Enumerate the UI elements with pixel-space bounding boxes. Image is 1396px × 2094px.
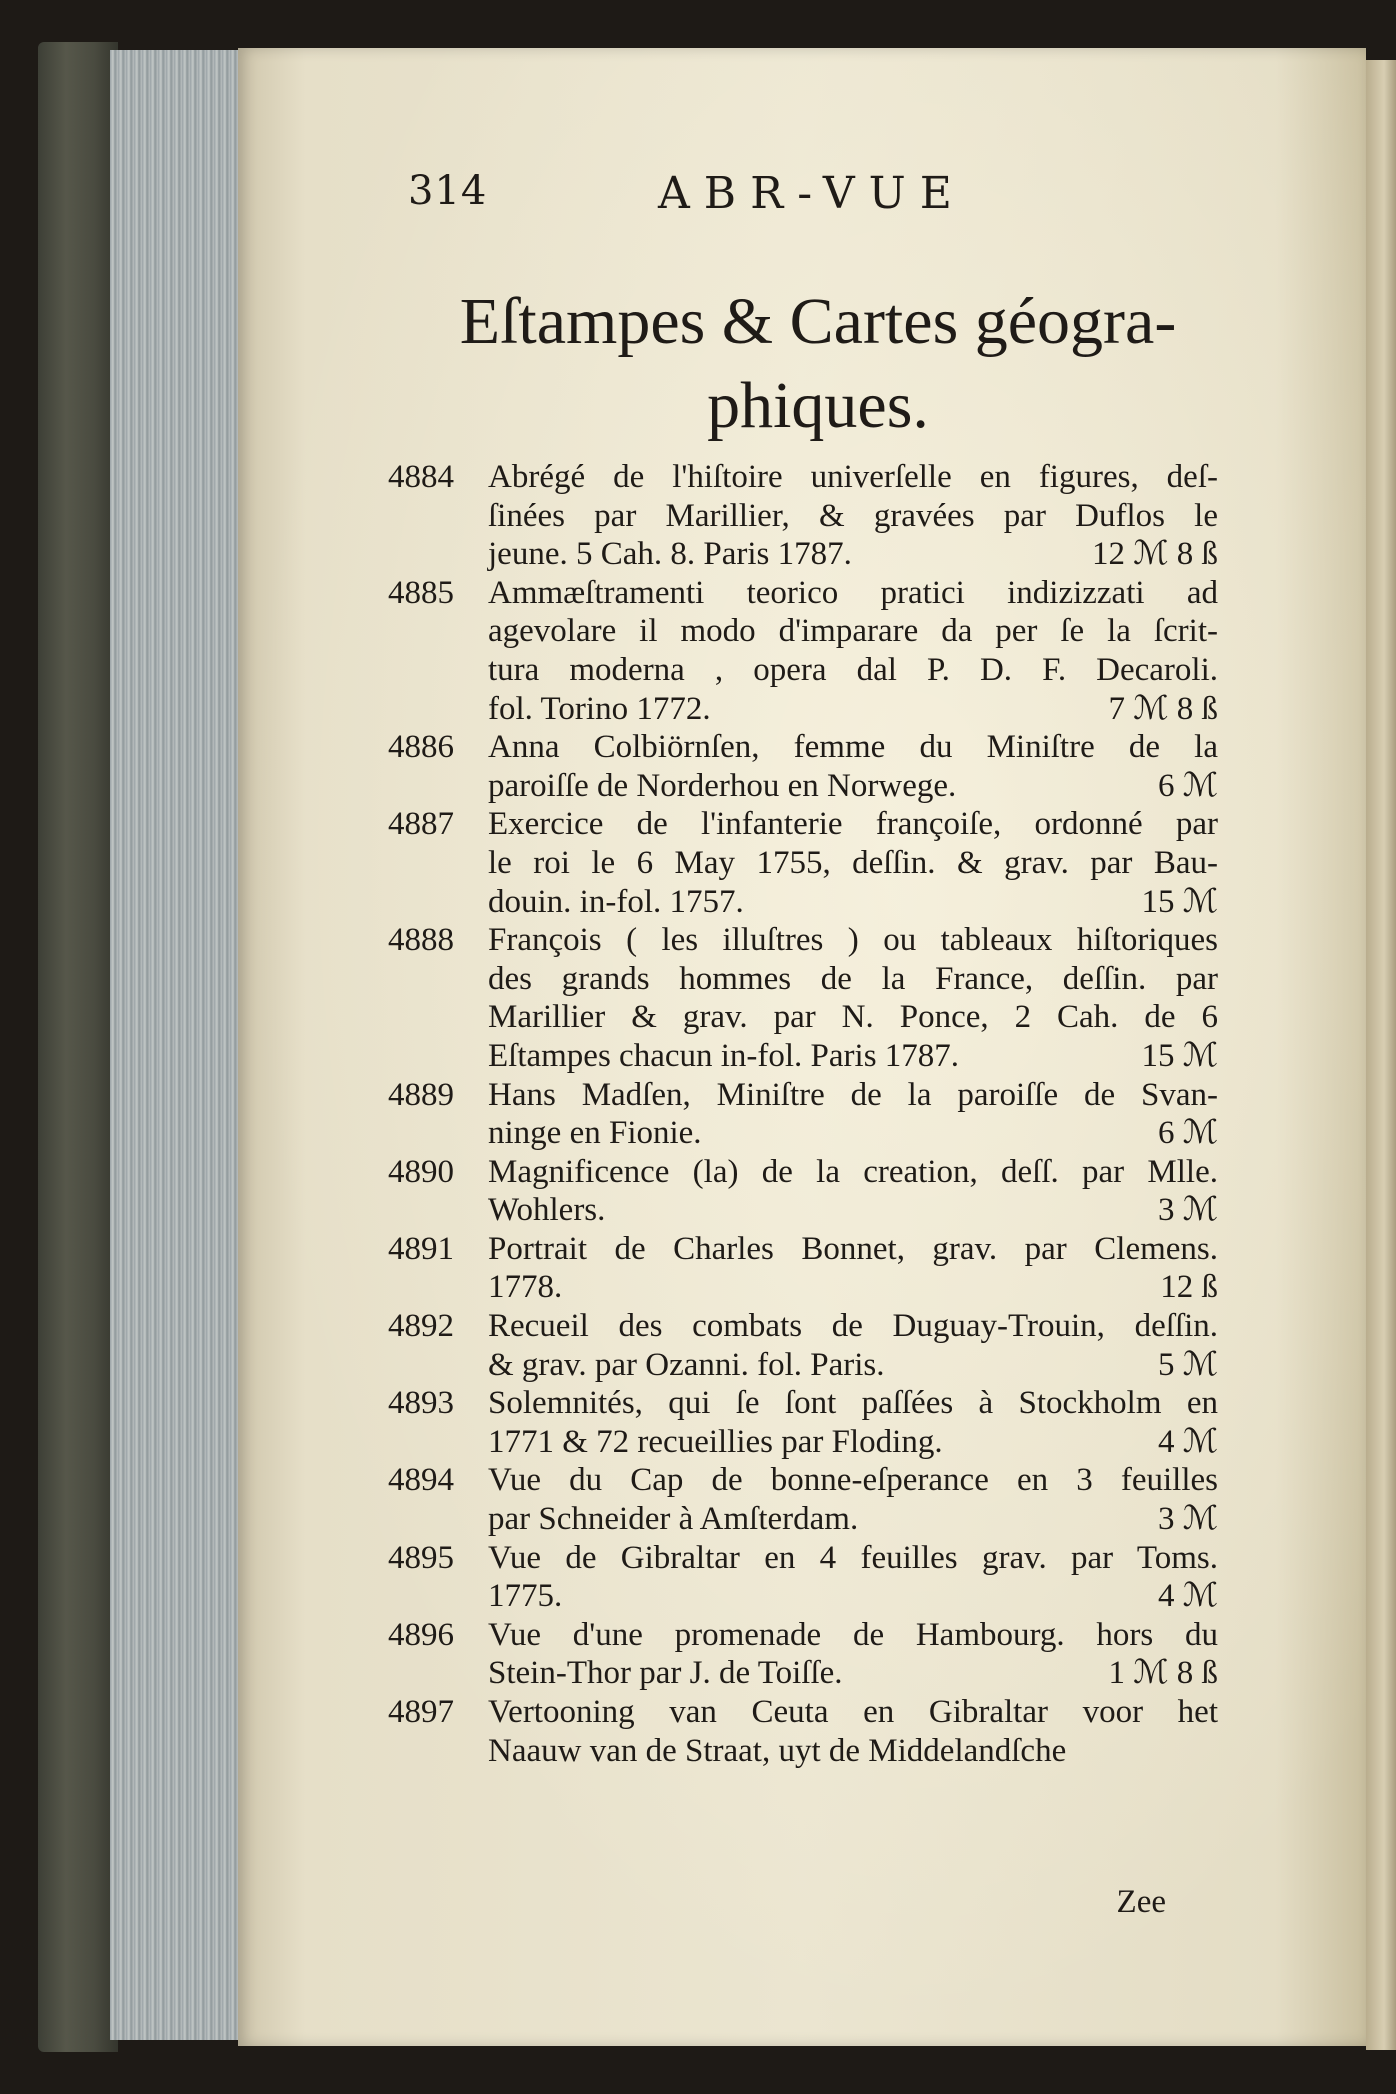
entry-line — [488, 1539, 1218, 1578]
entry-text: le roi le 6 May 1755, deſſin. & grav. par Bau- — [488, 844, 1218, 881]
catalog-entry — [388, 921, 1218, 1075]
entry-text: Eſtampes chacun in-fol. Paris 1787. — [488, 1037, 960, 1074]
entry-text: douin. in-fol. 1757. — [488, 883, 744, 920]
entry-line — [488, 921, 1218, 960]
catalog-entry — [388, 1461, 1218, 1538]
entry-line — [488, 458, 1218, 497]
entry-number: 4888 — [388, 922, 454, 959]
entry-line — [488, 1732, 1218, 1771]
entry-price: 4 ℳ — [1157, 1423, 1218, 1460]
entry-line — [488, 1500, 1218, 1539]
entry-number: 4895 — [388, 1539, 454, 1576]
entry-line — [488, 690, 1218, 729]
entry-line — [488, 767, 1218, 806]
entry-price: 12 ℳ 8 ß — [1091, 536, 1218, 573]
entry-line — [488, 1461, 1218, 1500]
running-title: ABR-VUE — [658, 168, 966, 219]
catalog-entry — [388, 1230, 1218, 1307]
entry-text: tura moderna , opera dal P. D. F. Decaroli. — [488, 651, 1218, 688]
page-edges — [110, 50, 245, 2040]
entry-price: 3 ℳ — [1157, 1501, 1218, 1538]
entry-line — [488, 998, 1218, 1037]
entry-text: Solemnités, qui ſe ſont paſſées à Stockholm en — [488, 1385, 1218, 1422]
entry-line — [488, 1616, 1218, 1655]
book-page — [238, 48, 1366, 2046]
entry-text: François ( les illuſtres ) ou tableaux hiſtoriques — [488, 922, 1218, 959]
catalog-entry — [388, 1384, 1218, 1461]
entry-line — [488, 805, 1218, 844]
entry-line — [488, 1577, 1218, 1616]
entry-text: agevolare il modo d'imparare da per ſe la ſcrit- — [488, 613, 1218, 650]
entry-number: 4886 — [388, 729, 454, 766]
catalog-entry — [388, 728, 1218, 805]
entry-line — [488, 651, 1218, 690]
entry-number: 4894 — [388, 1462, 454, 1499]
entry-line — [488, 1346, 1218, 1385]
entry-text: Vue du Cap de bonne-eſperance en 3 feuilles — [488, 1462, 1218, 1499]
catalog-entry — [388, 574, 1218, 728]
entry-text: Marillier & grav. par N. Ponce, 2 Cah. de 6 — [488, 999, 1218, 1036]
entry-line — [488, 883, 1218, 922]
entry-line — [488, 612, 1218, 651]
entry-price: 12 ß — [1160, 1269, 1218, 1306]
entry-text: Naauw van de Straat, uyt de Middelandſche — [488, 1732, 1067, 1769]
entry-text: Vertooning van Ceuta en Gibraltar voor het — [488, 1694, 1218, 1730]
entry-line — [488, 1037, 1218, 1076]
entry-price: 1 ℳ 8 ß — [1108, 1655, 1218, 1692]
entry-line — [488, 728, 1218, 767]
entry-price: 4 ℳ — [1157, 1578, 1218, 1615]
entry-text: Recueil des combats de Duguay-Trouin, deſſin. — [488, 1308, 1218, 1345]
entry-line — [488, 960, 1218, 999]
entry-price: 15 ℳ — [1141, 883, 1218, 920]
entry-text: Portrait de Charles Bonnet, grav. par Clemens. — [488, 1230, 1218, 1267]
entry-number: 4885 — [388, 574, 454, 611]
entry-text: Anna Colbiörnſen, femme du Miniſtre de la — [488, 729, 1218, 766]
entry-text: 1775. — [488, 1578, 563, 1615]
section-title-line-1: Eſtampes & Cartes géogra- — [459, 285, 1177, 358]
entry-text: 1778. — [488, 1269, 563, 1306]
entry-price: 7 ℳ 8 ß — [1108, 690, 1218, 727]
entry-line — [488, 844, 1218, 883]
entry-text: Wohlers. — [488, 1192, 606, 1229]
entry-number: 4889 — [388, 1076, 454, 1113]
entry-line — [488, 1307, 1218, 1346]
page-number: 314 — [408, 168, 488, 214]
entry-price: 6 ℳ — [1157, 767, 1218, 804]
entry-number: 4891 — [388, 1230, 454, 1267]
entry-text: des grands hommes de la France, deſſin. par — [488, 960, 1218, 997]
catalog-entry — [388, 1307, 1218, 1384]
entry-text: Ammæſtramenti teorico pratici indizizzati ad — [488, 574, 1218, 611]
catalog-entry — [388, 1616, 1218, 1693]
entry-number: 4884 — [388, 459, 454, 495]
entry-line — [488, 1230, 1218, 1269]
entry-text: par Schneider à Amſterdam. — [488, 1501, 859, 1538]
entry-number: 4892 — [388, 1308, 454, 1345]
catalog-entry — [388, 1693, 1218, 1770]
entry-number: 4887 — [388, 806, 454, 843]
section-title-line-2: phiques. — [707, 369, 929, 442]
entry-text: Abrégé de l'hiſtoire univerſelle en figures, deſ- — [488, 459, 1218, 495]
entry-text: Hans Madſen, Miniſtre de la paroiſſe de Svan- — [488, 1076, 1218, 1113]
entry-text: ſinées par Marillier, & gravées par Duflos le — [488, 497, 1218, 534]
entry-price: 3 ℳ — [1157, 1192, 1218, 1229]
running-head — [238, 168, 1366, 228]
entry-text: 1771 & 72 recueillies par Floding. — [488, 1423, 943, 1460]
book-cover-spine — [38, 42, 118, 2052]
entry-number: 4890 — [388, 1153, 454, 1190]
entry-line — [488, 535, 1218, 574]
entry-line — [488, 1191, 1218, 1230]
entry-line — [488, 1423, 1218, 1462]
entry-number: 4896 — [388, 1616, 454, 1653]
entry-text: paroiſſe de Norderhou en Norwege. — [488, 767, 957, 804]
entry-line — [488, 1693, 1218, 1732]
entry-text: Stein-Thor par J. de Toiſſe. — [488, 1655, 843, 1692]
entry-price: 6 ℳ — [1157, 1115, 1218, 1152]
catalog-entry — [388, 1539, 1218, 1616]
catalog-entry — [388, 1153, 1218, 1230]
entry-line — [488, 1268, 1218, 1307]
entry-line — [488, 1153, 1218, 1192]
entry-price: 5 ℳ — [1157, 1346, 1218, 1383]
catalog-entry — [388, 458, 1218, 574]
entry-text: ninge en Fionie. — [488, 1115, 702, 1152]
entry-line — [488, 1384, 1218, 1423]
catalog-entry — [388, 1076, 1218, 1153]
catalog-entries — [388, 458, 1218, 1770]
entry-text: Vue d'une promenade de Hambourg. hors du — [488, 1616, 1218, 1653]
entry-price: 15 ℳ — [1141, 1037, 1218, 1074]
entry-line — [488, 574, 1218, 613]
entry-text: Exercice de l'infanterie françoiſe, ordonné par — [488, 806, 1218, 843]
entry-text: Magnificence (la) de la creation, deſſ. par Mlle. — [488, 1153, 1218, 1190]
catalog-entry — [388, 805, 1218, 921]
entry-line — [488, 497, 1218, 536]
facing-page-edge — [1366, 60, 1396, 2050]
entry-line — [488, 1654, 1218, 1693]
entry-number: 4893 — [388, 1385, 454, 1422]
entry-number: 4897 — [388, 1694, 454, 1730]
entry-line — [488, 1076, 1218, 1115]
entry-line — [488, 1114, 1218, 1153]
entry-text: & grav. par Ozanni. fol. Paris. — [488, 1346, 885, 1383]
entry-text: jeune. 5 Cah. 8. Paris 1787. — [488, 536, 852, 573]
catchword: Zee — [1116, 1884, 1166, 1920]
entry-text: fol. Torino 1772. — [488, 690, 711, 727]
entry-text: Vue de Gibraltar en 4 feuilles grav. par Toms. — [488, 1539, 1218, 1576]
section-title — [408, 280, 1228, 448]
